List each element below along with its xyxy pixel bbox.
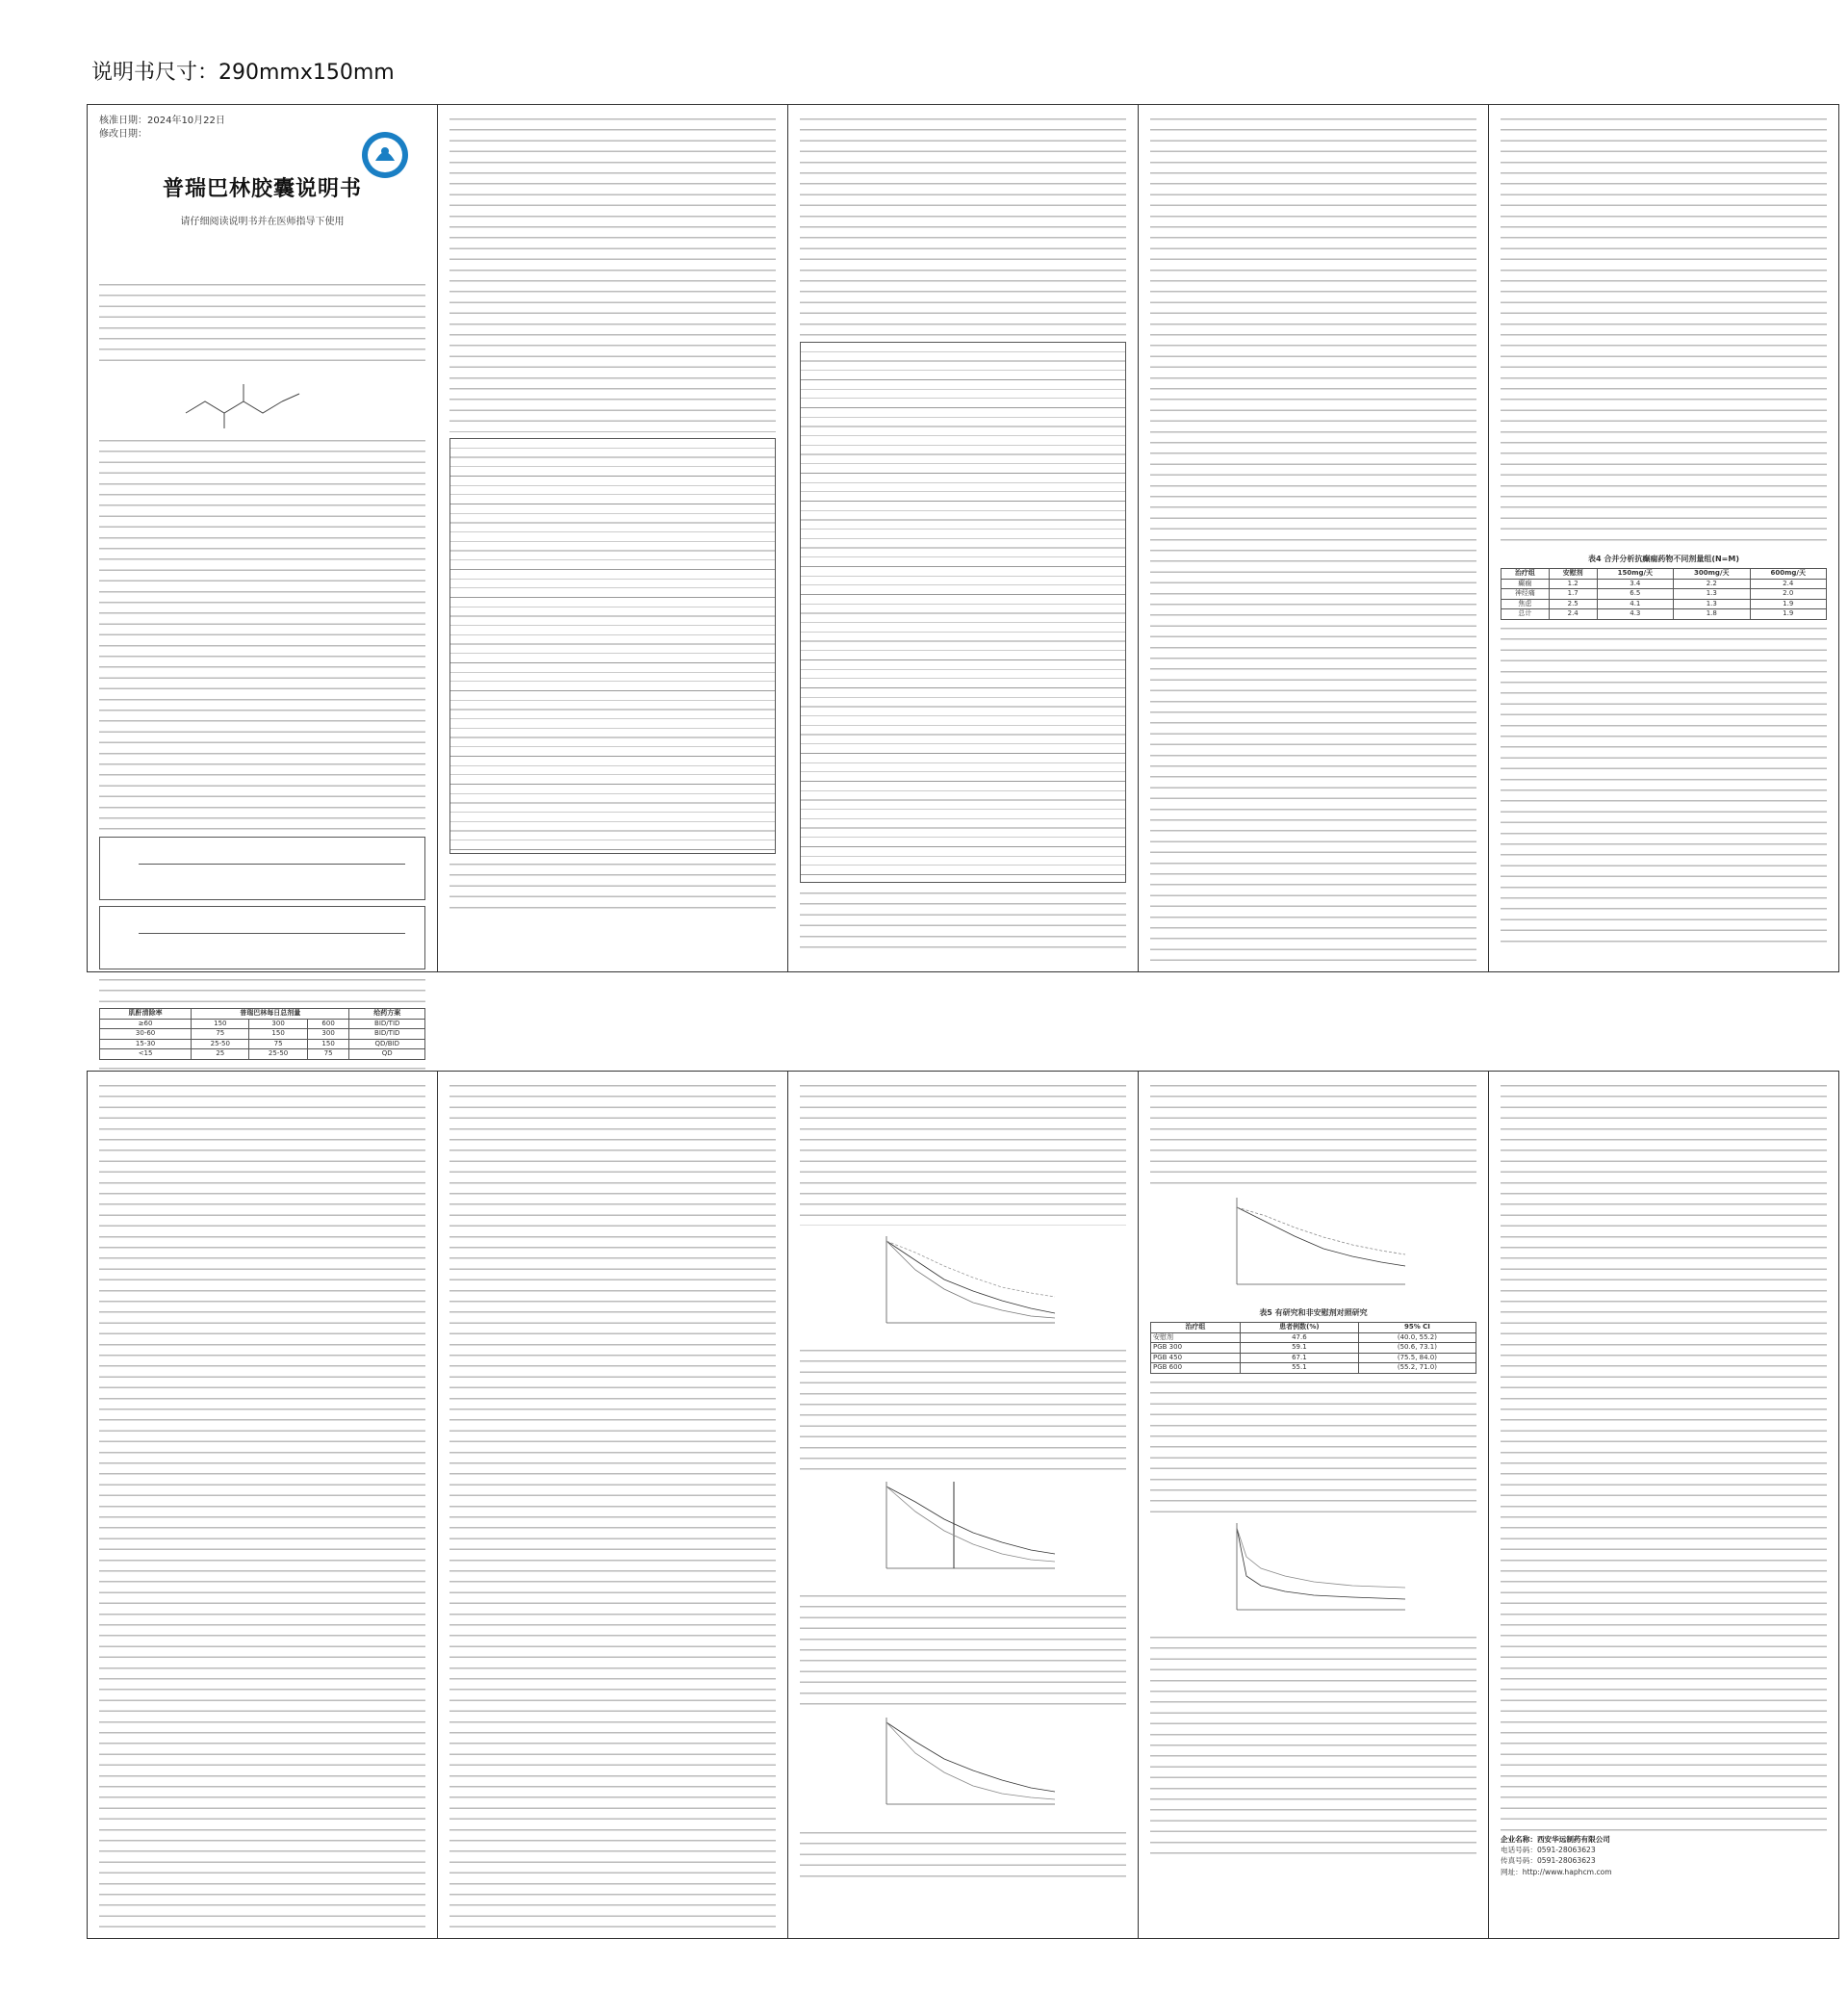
- table4-cell: 总计: [1502, 609, 1550, 620]
- storage-text: [1501, 1081, 1827, 1832]
- table5-cell: 47.6: [1240, 1332, 1358, 1343]
- table4-cell: 2.4: [1750, 579, 1827, 589]
- table4-cell: 2.0: [1750, 589, 1827, 600]
- trials-text: [800, 115, 1126, 336]
- table5-header: 95% CI: [1358, 1323, 1476, 1333]
- table5-cell: (75.5, 84.0): [1358, 1353, 1476, 1363]
- table5-cell: (55.2, 71.0): [1358, 1363, 1476, 1374]
- table5-title: 表5 有研究和非安慰剂对照研究: [1259, 1308, 1368, 1318]
- table4-cell: 神经痛: [1502, 589, 1550, 600]
- table5-cell: PGB 600: [1151, 1363, 1241, 1374]
- revised-date: 核准日期：2024年10月22日: [99, 116, 225, 126]
- table-row: [1151, 1353, 1476, 1363]
- logo-emblem-icon: [360, 130, 410, 180]
- revision-date: 修改日期：: [99, 129, 147, 140]
- leaflet-back: [87, 1071, 1839, 1939]
- table4-title: 表4 合并分析抗癫痫药物不同剂量组(N=M): [1587, 555, 1740, 563]
- table4-cell: 焦虑: [1502, 599, 1550, 609]
- table-row: [1502, 599, 1827, 609]
- table5-cell: 安慰剂: [1151, 1332, 1241, 1343]
- table4-header: 150mg/天: [1597, 569, 1673, 580]
- efficacy-text-4: [800, 1828, 1126, 1886]
- clearance-equation: [99, 837, 425, 900]
- efficacy-text: [800, 1081, 1126, 1226]
- table4-cell: 1.9: [1750, 609, 1827, 620]
- table4-cell: 1.9: [1750, 599, 1827, 609]
- table4-cell: 癫痫: [1502, 579, 1550, 589]
- table4-header: 治疗组: [1502, 569, 1550, 580]
- panel-interactions: [438, 1072, 788, 1938]
- panel-precautions: [1489, 105, 1838, 971]
- adverse-text: [449, 115, 776, 432]
- structural-formula: [99, 365, 425, 432]
- clearance-equation-female: [99, 906, 425, 969]
- table4-header: 安慰剂: [1549, 569, 1597, 580]
- interactions-text: [449, 1081, 776, 1928]
- figure-1-plot: [867, 1231, 1060, 1337]
- table5-cell: 59.1: [1240, 1343, 1358, 1354]
- table-row: [1502, 609, 1827, 620]
- adverse-events-table: [449, 438, 776, 854]
- warnings-text: [1150, 115, 1476, 962]
- table2-notes: [449, 860, 776, 917]
- efficacy-text-3: [800, 1591, 1126, 1707]
- trials-table: [800, 342, 1126, 883]
- table4: [1501, 568, 1827, 620]
- phone-number: 电话号码：0591-28063623: [1501, 1846, 1596, 1855]
- table-row: [1502, 589, 1827, 600]
- table4-cell: 1.7: [1549, 589, 1597, 600]
- pharmacology-text-3: [1150, 1633, 1476, 1854]
- panel-warnings: [1139, 105, 1489, 971]
- contact-block: [1501, 1834, 1827, 1877]
- panel-pharmacology: [1139, 1072, 1489, 1938]
- figure-5-plot: [1218, 1518, 1410, 1624]
- table4-cell: 1.3: [1674, 599, 1750, 609]
- pregnancy-text: [99, 1081, 425, 1928]
- figure-3-plot: [867, 1713, 1060, 1819]
- table5-cell: (50.6, 73.1): [1358, 1343, 1476, 1354]
- panel-pregnancy: [88, 1072, 438, 1938]
- table-row: [1151, 1343, 1476, 1354]
- pharmacology-text: [1150, 1081, 1476, 1187]
- panel-storage-contact: [1489, 1072, 1838, 1938]
- table-row: [1151, 1332, 1476, 1343]
- cover-text: [99, 280, 425, 361]
- figure-4-plot: [1218, 1193, 1410, 1299]
- table5: [1150, 1322, 1476, 1374]
- panel-efficacy-figures: [788, 1072, 1139, 1938]
- cover-body-text: [99, 436, 425, 831]
- table4-cell: 3.4: [1597, 579, 1673, 589]
- panel-adverse-reactions: [438, 105, 788, 971]
- table4-cell: 1.8: [1674, 609, 1750, 620]
- table4-cell: 2.4: [1549, 609, 1597, 620]
- document-subtitle: 请仔细阅读说明书并在医师指导下使用: [180, 217, 345, 227]
- figure-5: [1150, 1518, 1476, 1627]
- table-row: [1151, 1363, 1476, 1374]
- figure-2-plot: [867, 1477, 1060, 1583]
- leaflet-front: [87, 104, 1839, 1057]
- cover-note-text: [99, 975, 425, 1004]
- panel-clinical-trials: [788, 105, 1139, 971]
- panel-cover: [88, 105, 438, 1057]
- efficacy-text-2: [800, 1346, 1126, 1471]
- table4-cell: 1.3: [1674, 589, 1750, 600]
- table5-cell: 67.1: [1240, 1353, 1358, 1363]
- size-label: 说明书尺寸：290mmx150mm: [91, 61, 395, 85]
- table4-cell: 1.2: [1549, 579, 1597, 589]
- table4-header: 600mg/天: [1750, 569, 1827, 580]
- table5-cell: (40.0, 55.2): [1358, 1332, 1476, 1343]
- table5-header: 治疗组: [1151, 1323, 1241, 1333]
- figure-4: [1150, 1193, 1476, 1302]
- table4-header: 300mg/天: [1674, 569, 1750, 580]
- table4-cell: 2.5: [1549, 599, 1597, 609]
- table-row: [1502, 579, 1827, 589]
- cover-header: [99, 115, 425, 280]
- company-name: 企业名称：西安华远制药有限公司: [1501, 1835, 1610, 1844]
- document-title: 普瑞巴林胶囊说明书: [162, 177, 362, 201]
- table4-cell: 2.2: [1674, 579, 1750, 589]
- figure-3: [800, 1713, 1126, 1822]
- precautions-text: [1501, 115, 1827, 548]
- website-link[interactable]: 网址：http://www.haphcm.com: [1501, 1867, 1612, 1876]
- figure-2: [800, 1477, 1126, 1586]
- precautions-text-2: [1501, 624, 1827, 951]
- trials-notes: [800, 889, 1126, 956]
- molecule-diagram: [176, 365, 311, 432]
- table5-cell: PGB 300: [1151, 1343, 1241, 1354]
- table5-cell: 55.1: [1240, 1363, 1358, 1374]
- table4-cell: 6.5: [1597, 589, 1673, 600]
- fax-number: 传真号码：0591-28063623: [1501, 1856, 1596, 1866]
- table5-header: 患者例数(%): [1240, 1323, 1358, 1333]
- figure-1: [800, 1231, 1126, 1340]
- table4-cell: 4.1: [1597, 599, 1673, 609]
- table5-cell: PGB 450: [1151, 1353, 1241, 1363]
- dose-adjust-table: 肌酐清除率 普瑞巴林每日总剂量 给药方案 ≥60 150 300 600 BID/TID 30-60 75 150 300 BID/TID 15-30 25-50 75 150 QD/BID <15 25 25-50 75 QD: [99, 1008, 425, 1060]
- pharmacology-text-2: [1150, 1378, 1476, 1512]
- table4-cell: 4.3: [1597, 609, 1673, 620]
